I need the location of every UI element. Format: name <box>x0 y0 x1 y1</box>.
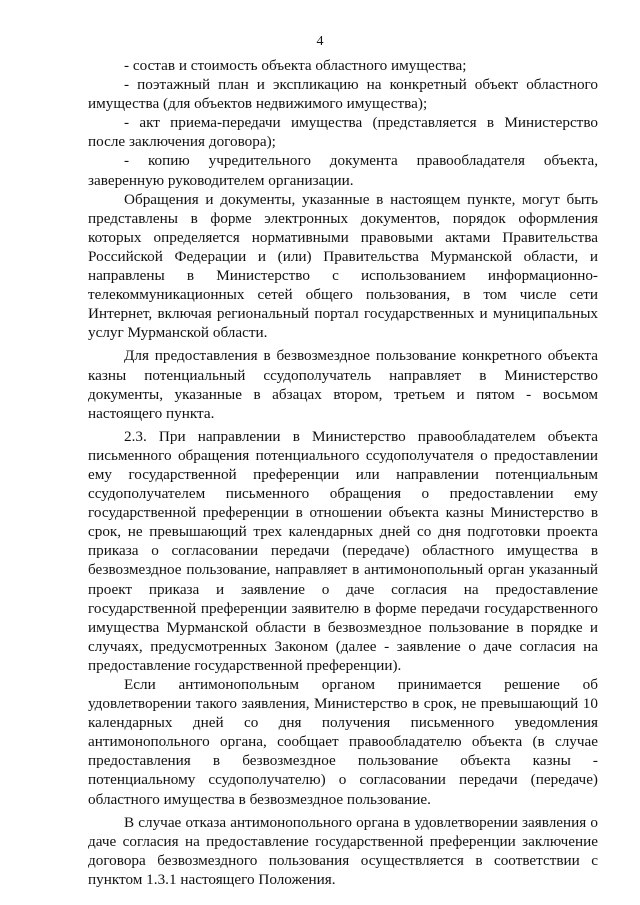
document-body <box>88 56 598 889</box>
paragraph-refusal-case: В случае отказа антимонопольного органа в удовлетворении заявления о даче согласия на предоставление государственной преференции заключение договора безвозмездного пользования осуществляется в соответствии с пунктом 1.3.1 настоящего Положения. <box>88 813 598 888</box>
paragraph-transfer-act: - акт приема-передачи имущества (представляется в Министерство после заключения договора); <box>88 114 598 151</box>
paragraph-section-2-3: 2.3. При направлении в Министерство правообладателем объекта письменного обращения потенциального ссудополучателя о предоставлении ему государственной преференции или направлении потенциальным ссудополучателем письменного обращения о предоставлении ему государственной преференции в отношении объекта казны Министерство в срок, не превышающий трех календарных дней со дня подготовки проекта приказа о согласовании передачи (передаче) областного имущества в безвозмездное пользование, направляет в антимонопольный орган указанный проект приказа и заявление о даче согласия на предоставление государственной преференции заявителю в форме передачи государственного имущества Мурманской области в безвозмездное пользование в порядке и случаях, предусмотренных Законом (далее - заявление о даче согласия на предоставление государственной преференции). <box>88 427 598 674</box>
paragraph-floor-plan: - поэтажный план и экспликацию на конкретный объект областного имущества (для объектов недвижимого имущества); <box>88 76 598 113</box>
paragraph-approval-decision: Если антимонопольным органом принимается решение об удовлетворении такого заявления, Министерство в срок, не превышающий 10 календарных дней со дня получения письменного уведомления антимонопольного органа, сообщает правообладателю объекта (в случае предоставления в безвозмездное пользование объекта казны - потенциальному ссудополучателю) о согласовании передачи (передаче) областного имущества в безвозмездное пользование. <box>88 676 598 808</box>
paragraph-founding-document-copy: - копию учредительного документа правообладателя объекта, заверенную руководителем организации. <box>88 152 598 189</box>
page-number: 4 <box>316 34 324 49</box>
paragraph-object-composition: - состав и стоимость объекта областного имущества; <box>124 57 467 74</box>
paragraph-electronic-documents: Обращения и документы, указанные в настоящем пункте, могут быть представлены в форме электронных документов, порядок оформления которых определяется нормативными правовыми актами Правительства Российской Федерации и (или) Правительства Мурманской области, и направлены в Министерство с использованием информационно-телекоммуникационных сетей общего пользования, в том числе сети Интернет, включая региональный портал государственных и муниципальных услуг Мурманской области. <box>88 190 598 342</box>
paragraph-treasury-object: Для предоставления в безвозмездное пользование конкретного объекта казны потенциальный ссудополучатель направляет в Министерство документы, указанные в абзацах втором, третьем и пятом - восьмом настоящего пункта. <box>88 347 598 422</box>
